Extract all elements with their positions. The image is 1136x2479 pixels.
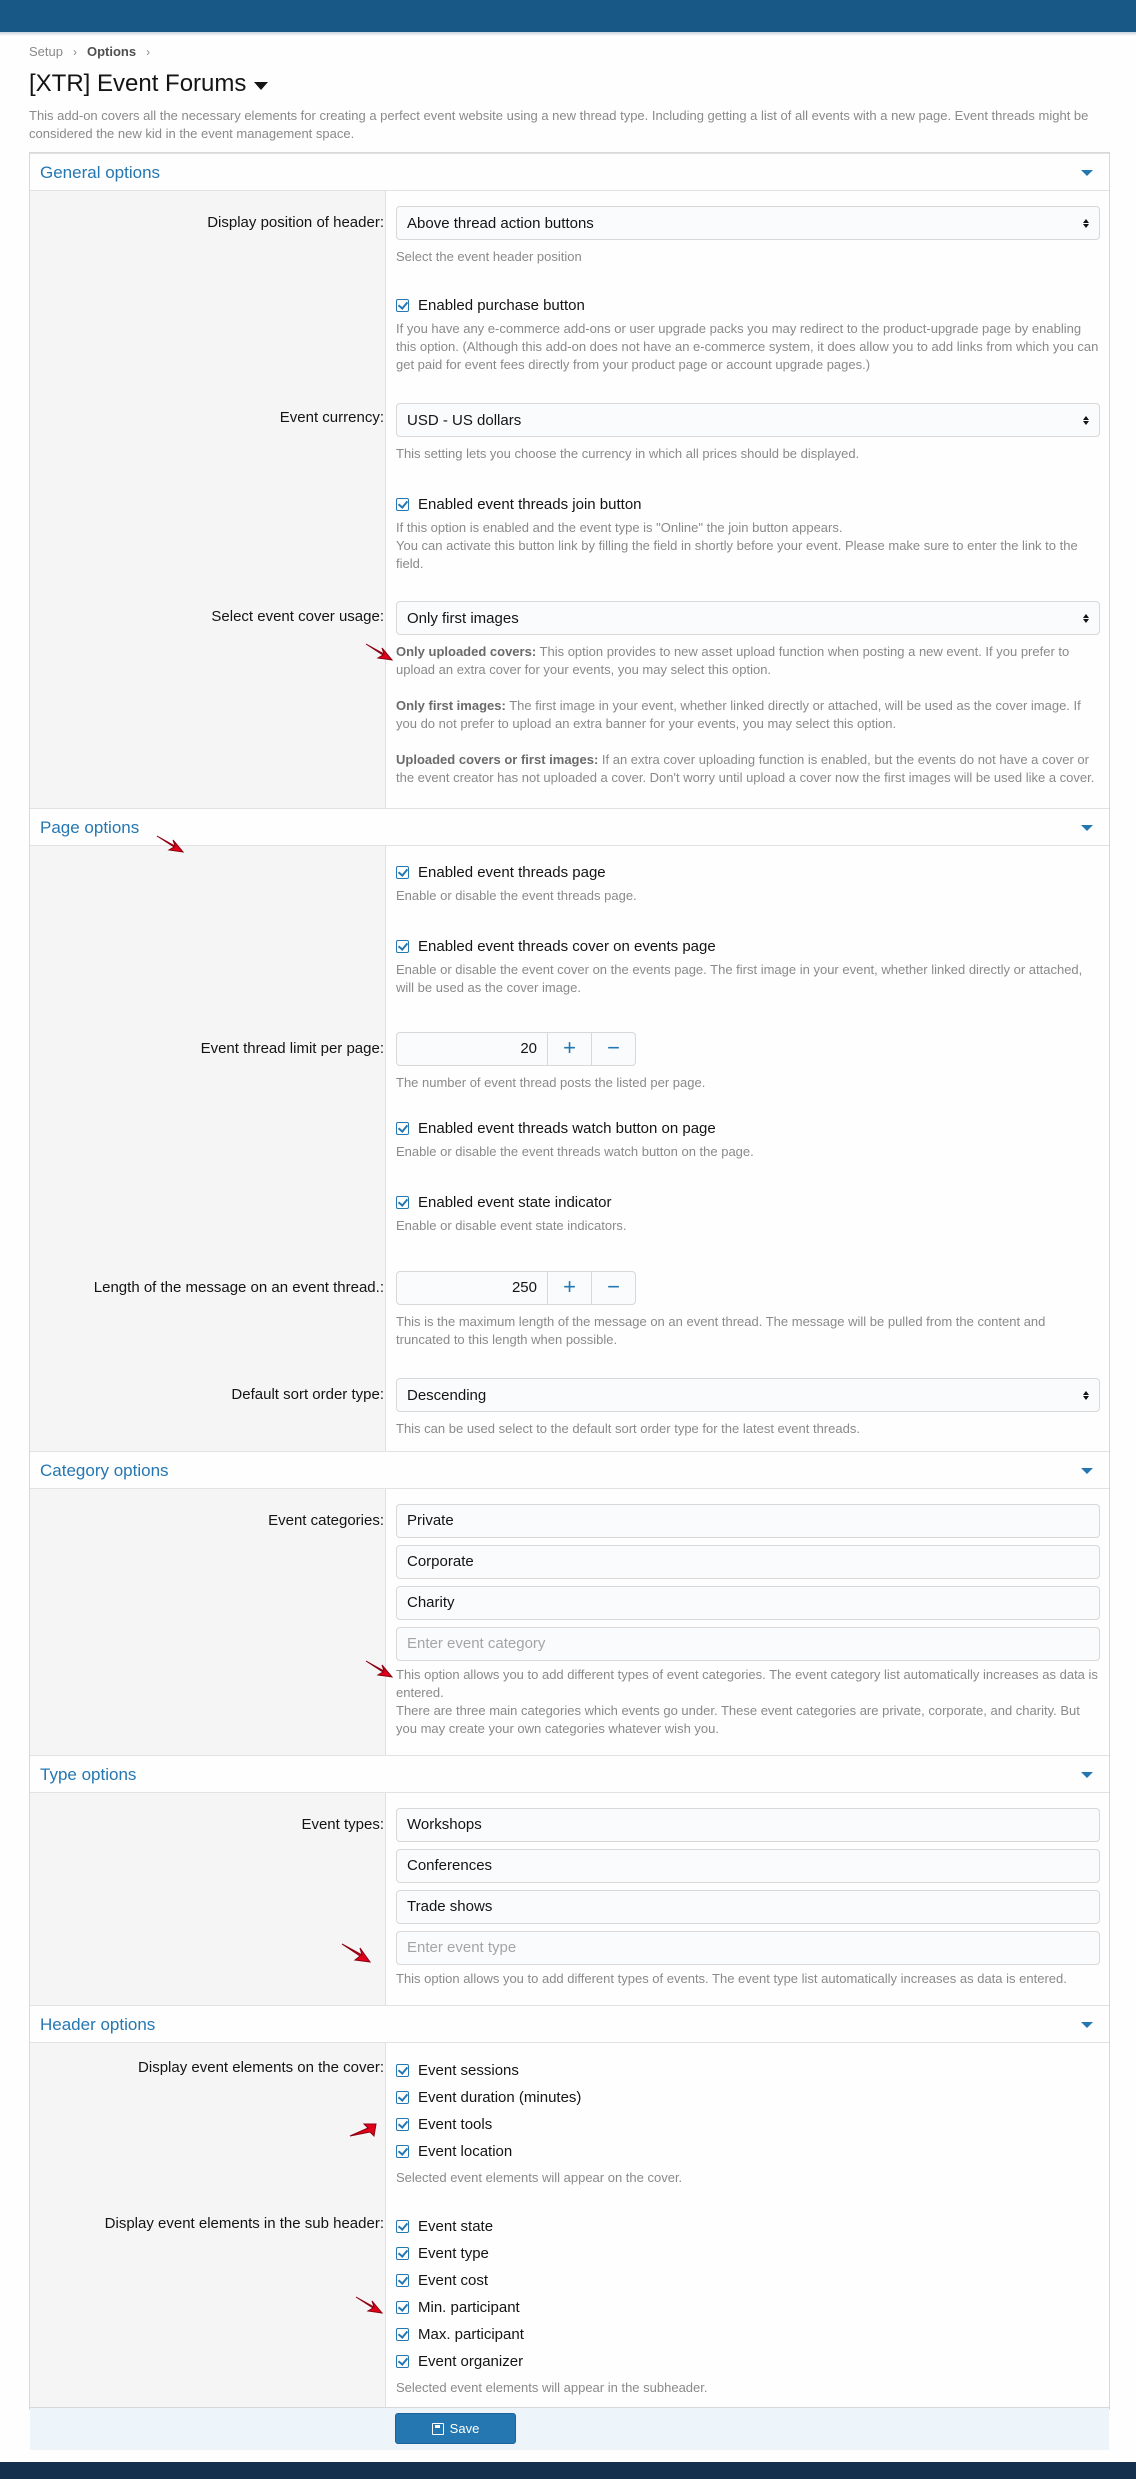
- cover-page-hint: Enable or disable the event cover on the events page. The first image in your event, whether linked directly or attached, will be used as the cover image.: [396, 962, 1083, 995]
- footer-bar: [0, 2462, 1136, 2479]
- section-category-header[interactable]: [30, 1451, 1109, 1489]
- breadcrumb: [29, 44, 150, 59]
- section-type-header[interactable]: [30, 1755, 1109, 1793]
- join-hint-line2: You can activate this button link by filling the field in shortly before your event. Please make sure to enter the link to the field.: [396, 538, 1078, 571]
- limit-hint: The number of event thread posts the listed per page.: [396, 1075, 706, 1090]
- length-value[interactable]: 250: [511, 1279, 537, 1296]
- collapse-icon[interactable]: [1081, 825, 1093, 831]
- checkbox-checked-icon[interactable]: [396, 498, 409, 511]
- checkbox-checked-icon[interactable]: [396, 2064, 409, 2077]
- purchase-hint: If you have any e-commerce add-ons or user upgrade packs you may redirect to the product-upgrade page by enabling this option. (Although this add-on does not have an e-commerce system, it does allow you to add links from which you can get paid for event fees directly from your product page or account upgrade pages.): [396, 321, 1099, 372]
- categories-hint-line2: There are three main categories which events go under. These event categories are private, corporate, and charity. But you may create your own categories whatever wish you.: [396, 1703, 1080, 1736]
- checkbox-checked-icon[interactable]: [396, 2247, 409, 2260]
- save-button[interactable]: [395, 2413, 516, 2444]
- top-nav-shadow: [0, 32, 1136, 36]
- state-label: Enabled event state indicator: [418, 1193, 612, 1211]
- currency-label: Event currency:: [279, 409, 384, 426]
- annotation-arrow-icon: [354, 2293, 384, 2317]
- checkbox-checked-icon[interactable]: [396, 2301, 409, 2314]
- section-category-title: Category options: [40, 1461, 169, 1480]
- cover-usage-hint-3: Uploaded covers or first images: If an extra cover uploading function is enabled, but the events do not have a cover or the event creator has not uploaded a cover. Don't worry until upload a cover now the first images will be used like a cover.: [396, 752, 1095, 785]
- cover-page-label: Enabled event threads cover on events page: [418, 937, 716, 955]
- header-position-label: Display position of header:: [207, 214, 384, 231]
- header-position-value: Above thread action buttons: [407, 214, 594, 232]
- currency-select[interactable]: [396, 403, 1100, 437]
- options-panel: [29, 152, 1110, 2410]
- collapse-icon[interactable]: [1081, 1468, 1093, 1474]
- collapse-icon[interactable]: [1081, 170, 1093, 176]
- sub-element-checkbox[interactable]: [396, 2240, 1100, 2267]
- sub-element-checkbox[interactable]: [396, 2348, 1100, 2375]
- category-input-private[interactable]: Private: [396, 1504, 1100, 1538]
- cover-element-checkbox[interactable]: [396, 2138, 1100, 2165]
- join-hint: [396, 519, 1100, 573]
- purchase-checkbox[interactable]: [396, 294, 1100, 316]
- sub-elements-hint: Selected event elements will appear in the subheader.: [396, 2380, 708, 2395]
- section-page-title: Page options: [40, 818, 140, 837]
- categories-hint: [396, 1666, 1100, 1738]
- checkbox-checked-icon[interactable]: [396, 940, 409, 953]
- type-input-workshops[interactable]: Workshops: [396, 1808, 1100, 1842]
- header-position-hint: Select the event header position: [396, 249, 582, 264]
- cover-elements-hint: Selected event elements will appear on the cover.: [396, 2170, 683, 2185]
- section-page-header[interactable]: [30, 808, 1109, 846]
- cover-element-label: Event sessions: [418, 2062, 519, 2079]
- cover-page-checkbox[interactable]: [396, 935, 1100, 957]
- join-checkbox[interactable]: [396, 493, 1100, 515]
- types-label: Event types:: [301, 1816, 384, 1833]
- sub-element-label: Event type: [418, 2245, 489, 2262]
- cover-element-label: Event location: [418, 2143, 513, 2160]
- annotation-arrow-icon: [348, 2118, 378, 2142]
- join-hint-line1: If this option is enabled and the event type is "Online" the join button appears.: [396, 520, 843, 535]
- annotation-arrow-icon: [155, 832, 185, 856]
- sub-element-checkbox[interactable]: [396, 2213, 1100, 2240]
- section-general-header[interactable]: [30, 153, 1109, 191]
- cover-usage-value: Only first images: [407, 609, 519, 627]
- sub-element-label: Event organizer: [418, 2353, 524, 2370]
- header-position-select[interactable]: [396, 206, 1100, 240]
- sub-element-checkbox[interactable]: [396, 2321, 1100, 2348]
- cover-element-checkbox[interactable]: [396, 2084, 1100, 2111]
- select-arrows-icon: [1083, 219, 1089, 228]
- minus-icon[interactable]: −: [591, 1033, 635, 1065]
- minus-icon[interactable]: −: [591, 1272, 635, 1304]
- section-header-options-header[interactable]: [30, 2005, 1109, 2043]
- limit-value[interactable]: 20: [520, 1040, 537, 1057]
- select-arrows-icon: [1083, 416, 1089, 425]
- sort-label: Default sort order type:: [231, 1386, 384, 1403]
- checkbox-checked-icon[interactable]: [396, 2274, 409, 2287]
- type-input-new[interactable]: Enter event type: [396, 1931, 1100, 1965]
- checkbox-checked-icon[interactable]: [396, 2220, 409, 2233]
- cover-usage-hint-1: Only uploaded covers: This option provides to new asset upload function when posting a new event. If you prefer to upload an extra cover for your events, you may select this option.: [396, 644, 1070, 677]
- state-checkbox[interactable]: [396, 1191, 1100, 1213]
- cover-elements-label: Display event elements on the cover:: [138, 2059, 384, 2076]
- plus-icon[interactable]: +: [547, 1272, 591, 1304]
- breadcrumb-setup[interactable]: Setup: [29, 44, 63, 59]
- category-input-new[interactable]: Enter event category: [396, 1627, 1100, 1661]
- sub-element-label: Event cost: [418, 2272, 489, 2289]
- checkbox-checked-icon[interactable]: [396, 2328, 409, 2341]
- threads-page-label: Enabled event threads page: [418, 863, 606, 881]
- state-hint: Enable or disable event state indicators.: [396, 1218, 627, 1233]
- annotation-arrow-icon: [364, 640, 394, 664]
- sort-value: Descending: [407, 1386, 487, 1404]
- checkbox-checked-icon[interactable]: [396, 1122, 409, 1135]
- checkbox-checked-icon[interactable]: [396, 299, 409, 312]
- page-title[interactable]: [29, 70, 268, 98]
- category-input-charity[interactable]: Charity: [396, 1586, 1100, 1620]
- page-title-text: [XTR] Event Forums: [29, 70, 247, 97]
- sub-element-checkbox[interactable]: [396, 2267, 1100, 2294]
- type-input-conferences[interactable]: Conferences: [396, 1849, 1100, 1883]
- breadcrumb-sep: ›: [72, 44, 77, 59]
- caret-down-icon[interactable]: [254, 82, 268, 90]
- section-general-title: General options: [40, 163, 161, 182]
- checkbox-checked-icon[interactable]: [396, 866, 409, 879]
- plus-icon[interactable]: +: [547, 1033, 591, 1065]
- limit-label: Event thread limit per page:: [200, 1040, 384, 1057]
- page-description: This add-on covers all the necessary elements for creating a perfect event website using a new thread type. Including getting a list of all events with a new page. Event threads might be considered the new kid in the event management space.: [29, 108, 1089, 141]
- sort-select[interactable]: [396, 1378, 1100, 1412]
- limit-stepper[interactable]: [396, 1032, 636, 1066]
- watch-hint: Enable or disable the event threads watch button on the page.: [396, 1144, 754, 1159]
- type-input-trade-shows[interactable]: Trade shows: [396, 1890, 1100, 1924]
- checkbox-checked-icon[interactable]: [396, 2091, 409, 2104]
- checkbox-checked-icon[interactable]: [396, 1196, 409, 1209]
- sort-hint: This can be used select to the default sort order type for the latest event threads.: [396, 1421, 860, 1436]
- purchase-label: Enabled purchase button: [418, 296, 585, 314]
- currency-value: USD - US dollars: [407, 411, 522, 429]
- annotation-arrow-icon: [364, 1657, 394, 1681]
- threads-page-hint: Enable or disable the event threads page.: [396, 888, 637, 903]
- save-icon: [432, 2423, 444, 2435]
- sub-element-label: Max. participant: [418, 2326, 524, 2343]
- top-nav-bar: [0, 0, 1136, 32]
- form-submit-row: [30, 2407, 1109, 2450]
- cover-element-label: Event tools: [418, 2116, 493, 2133]
- annotation-arrow-icon: [340, 1940, 372, 1966]
- sub-element-label: Min. participant: [418, 2299, 520, 2316]
- cover-usage-label: Select event cover usage:: [211, 608, 384, 625]
- currency-hint: This setting lets you choose the currency in which all prices should be displayed.: [396, 446, 860, 461]
- cover-element-checkbox[interactable]: [396, 2057, 1100, 2084]
- save-label: Save: [449, 2421, 480, 2436]
- threads-page-checkbox[interactable]: [396, 861, 1100, 883]
- watch-label: Enabled event threads watch button on page: [418, 1119, 716, 1137]
- types-hint: This option allows you to add different types of events. The event type list automatically increases as data is entered.: [396, 1971, 1067, 1986]
- checkbox-checked-icon[interactable]: [396, 2118, 409, 2131]
- cover-usage-hint-2: Only first images: The first image in your event, whether linked directly or attached, will be used as the cover image. If you do not prefer to upload an extra banner for your events, you may select this option.: [396, 698, 1081, 731]
- category-input-corporate[interactable]: Corporate: [396, 1545, 1100, 1579]
- select-arrows-icon: [1083, 614, 1089, 623]
- sub-element-checkbox[interactable]: [396, 2294, 1100, 2321]
- select-arrows-icon: [1083, 1391, 1089, 1400]
- cover-element-label: Event duration (minutes): [418, 2089, 582, 2106]
- watch-checkbox[interactable]: [396, 1117, 1100, 1139]
- checkbox-checked-icon[interactable]: [396, 2355, 409, 2368]
- length-label: Length of the message on an event thread.:: [93, 1279, 384, 1296]
- sub-element-label: Event state: [418, 2218, 494, 2235]
- length-hint: This is the maximum length of the message on an event thread. The message will be pulled from the content and truncated to this length when possible.: [396, 1314, 1046, 1347]
- join-label: Enabled event threads join button: [418, 495, 642, 513]
- section-type-title: Type options: [40, 1765, 137, 1784]
- sub-elements-label: Display event elements in the sub header:: [104, 2215, 384, 2232]
- checkbox-checked-icon[interactable]: [396, 2145, 409, 2158]
- length-stepper[interactable]: [396, 1271, 636, 1305]
- breadcrumb-sep: ›: [146, 44, 151, 59]
- breadcrumb-options[interactable]: Options: [86, 44, 137, 59]
- cover-element-checkbox[interactable]: [396, 2111, 1100, 2138]
- categories-label: Event categories:: [268, 1512, 384, 1529]
- section-header-options-title: Header options: [40, 2015, 156, 2034]
- categories-hint-line1: This option allows you to add different types of event categories. The event category list automatically increases as data is entered.: [396, 1667, 1098, 1700]
- collapse-icon[interactable]: [1081, 1772, 1093, 1778]
- collapse-icon[interactable]: [1081, 2022, 1093, 2028]
- cover-usage-select[interactable]: [396, 601, 1100, 635]
